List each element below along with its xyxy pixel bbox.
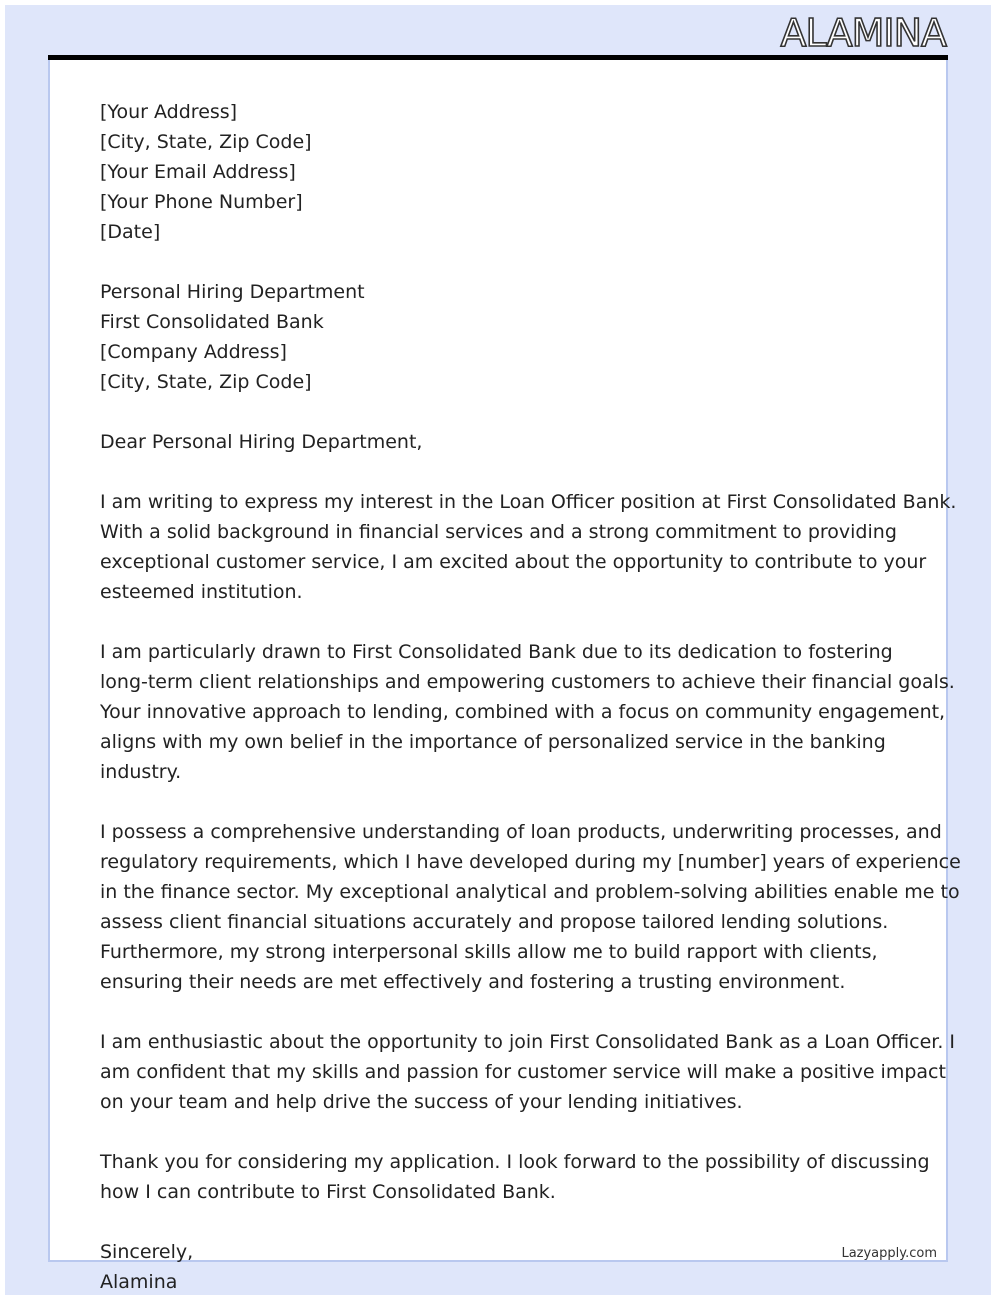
paragraph-line: Thank you for considering my application. I look forward to the possibility of discussing bbox=[100, 1151, 930, 1173]
body-paragraph-4 bbox=[100, 1027, 956, 1117]
footer-site-label: Lazyapply.com bbox=[841, 1246, 937, 1261]
paragraph-line: exceptional customer service, I am excited about the opportunity to contribute to your bbox=[100, 551, 927, 573]
brand-logo: ALAMINA bbox=[780, 11, 946, 55]
paragraph-line: aligns with my own belief in the importance of personalized service in the banking bbox=[100, 731, 886, 753]
sender-block bbox=[100, 97, 900, 247]
body-paragraph-2 bbox=[100, 637, 955, 787]
sign-off bbox=[100, 1237, 900, 1297]
paragraph-line: Furthermore, my strong interpersonal skills allow me to build rapport with clients, bbox=[100, 941, 878, 963]
body-paragraph-5 bbox=[100, 1147, 930, 1207]
paragraph-line: Your innovative approach to lending, combined with a focus on community engagement, bbox=[100, 701, 946, 723]
letter-date: [Date] bbox=[100, 221, 161, 243]
paragraph-line: With a solid background in financial services and a strong commitment to providing bbox=[100, 521, 897, 543]
recipient-block bbox=[100, 277, 900, 397]
paragraph-line: long-term client relationships and empowering customers to achieve their financial goals. bbox=[100, 671, 955, 693]
paragraph-line: I am writing to express my interest in the Loan Officer position at First Consolidated Bank. bbox=[100, 491, 957, 513]
paragraph-line: in the finance sector. My exceptional analytical and problem-solving abilities enable me to bbox=[100, 881, 960, 903]
closing: Sincerely, bbox=[100, 1241, 194, 1263]
salutation bbox=[100, 427, 900, 457]
cover-letter bbox=[100, 97, 961, 1297]
recipient-department: Personal Hiring Department bbox=[100, 281, 365, 303]
paragraph-line: assess client financial situations accurately and propose tailored lending solutions. bbox=[100, 911, 889, 933]
paragraph-line: ensuring their needs are met effectively and fostering a trusting environment. bbox=[100, 971, 846, 993]
sender-phone: [Your Phone Number] bbox=[100, 191, 303, 213]
body-paragraph-3 bbox=[100, 817, 961, 997]
paragraph-line: on your team and help drive the success of your lending initiatives. bbox=[100, 1091, 743, 1113]
paragraph-line: I am particularly drawn to First Consolidated Bank due to its dedication to fostering bbox=[100, 641, 893, 663]
recipient-address: [Company Address] bbox=[100, 341, 287, 363]
paragraph-line: am confident that my skills and passion for customer service will make a positive impact bbox=[100, 1061, 946, 1083]
paragraph-line: esteemed institution. bbox=[100, 581, 303, 603]
paragraph-line: regulatory requirements, which I have developed during my [number] years of experience bbox=[100, 851, 961, 873]
recipient-company: First Consolidated Bank bbox=[100, 311, 324, 333]
paragraph-line: I am enthusiastic about the opportunity to join First Consolidated Bank as a Loan Officer. I bbox=[100, 1031, 956, 1053]
salutation-text: Dear Personal Hiring Department, bbox=[100, 431, 423, 453]
sender-email: [Your Email Address] bbox=[100, 161, 296, 183]
paragraph-line: how I can contribute to First Consolidated Bank. bbox=[100, 1181, 556, 1203]
recipient-city: [City, State, Zip Code] bbox=[100, 371, 312, 393]
sender-city: [City, State, Zip Code] bbox=[100, 131, 312, 153]
sender-address: [Your Address] bbox=[100, 101, 238, 123]
signature: Alamina bbox=[100, 1271, 178, 1293]
body-paragraph-1 bbox=[100, 487, 957, 607]
paragraph-line: industry. bbox=[100, 761, 182, 783]
paragraph-line: I possess a comprehensive understanding of loan products, underwriting processes, and bbox=[100, 821, 942, 843]
